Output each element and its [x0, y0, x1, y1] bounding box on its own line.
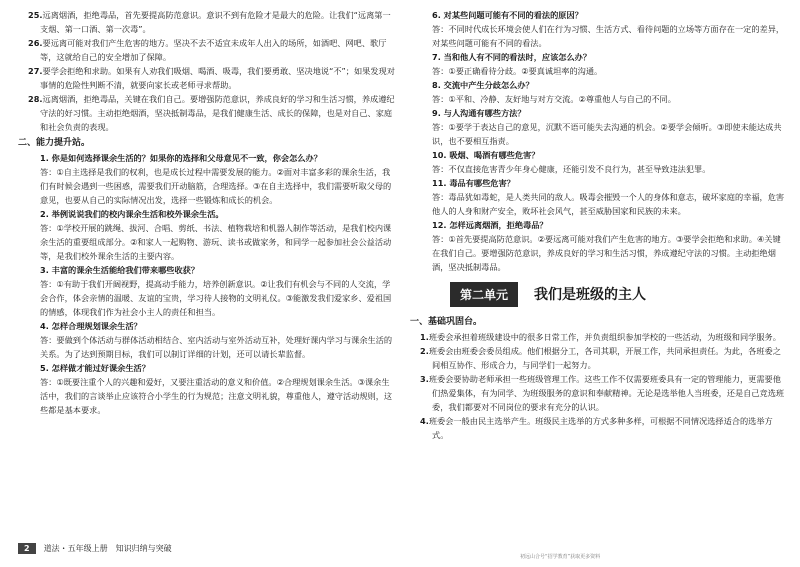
question: 8. 交流中产生分歧怎么办？	[432, 80, 534, 90]
footer-note: 初远山合号“招学教育”获取更多资料	[520, 554, 601, 560]
question: 1. 你是如何选择课余生活的？如果你的选择和父母意见不一致，你会怎么办？	[40, 153, 322, 163]
unit-title: 我们是班级的主人	[534, 287, 647, 303]
answer: 答：①平和、冷静、友好地与对方交流。②尊重他人与自己的不同。	[432, 94, 676, 104]
section-ability: 二、能力提升站。	[18, 138, 91, 148]
item-number: 2.	[420, 346, 429, 356]
question: 3. 丰富的课余生活能给我们带来哪些收获？	[40, 265, 200, 275]
page-number: 2	[18, 543, 36, 554]
item-text: 要远离可能对我们产生危害的地方。坚决不去不适宜未成年人出入的场所，如酒吧、网吧、歌厅等，这就给自己的安全增加了保障。	[40, 38, 387, 62]
list-item	[18, 8, 396, 36]
section-basic: 一、基础巩固台。	[410, 317, 483, 327]
question: 10. 吸烟、喝酒有哪些危害？	[432, 150, 540, 160]
answer: 答：毒品犹如毒蛇，是人类共同的敌人。吸毒会摧毁一个人的身体和意志，破坏家庭的幸福，危害他人的人身和财产安全，败坏社会风气，甚至威胁国家和民族的未来。	[432, 192, 785, 216]
list-item	[410, 344, 786, 372]
answer: 答：不同时代成长环境会使人们在行为习惯、生活方式、看待问题的立场等方面存在一定的差异，对某些问题可能有不同的看法。	[432, 24, 785, 48]
list-item	[18, 36, 396, 64]
item-number: 27.	[28, 66, 43, 76]
answer: 答：①自主选择是我们的权利，也是成长过程中需要发展的能力。②面对丰富多彩的课余生活，我们有时候会遇到一些困惑，需要我们开动脑筋，合理选择。③在自主选择中，我们需要听取父母的意见，也要从自己的实际情况出发，选择一些锻炼和成长的机会。	[40, 167, 392, 205]
item-text: 远离烟酒，拒绝毒品，首先要提高防范意识。意识不到有危险才是最大的危险。让我们“远离第一支烟、第一口酒、第一次毒”。	[40, 10, 391, 34]
right-items-list	[410, 330, 786, 442]
item-text: 班委会由班委会委员组成。他们根据分工，各司其职，开展工作，共同承担责任。为此，各班委之间相互协作、形成合力，与同学们一起努力。	[428, 346, 781, 370]
answer: 答：①既要注重个人的兴趣和爱好，又要注重活动的意义和价值。②合理规划课余生活。③课余生活中，我们的言谈举止应该符合小学生的行为规范；注意文明礼貌，尊重他人，遵守活动规则，这些都是基本要求。	[40, 377, 393, 415]
answer: 答：①学校开展的跳绳、拔河、合唱、剪纸、书法、植物栽培和机器人制作等活动，是我们校内课余生活的重要组成部分。②和家人一起购物、游玩、读书或做家务，和同学一起参加社会公益活动等，是我们校外课余生活的主要内容。	[40, 223, 392, 261]
item-text: 班委会一般由民主选举产生。班级民主选举的方式多种多样，可根据不同情况选择适合的选举方式。	[428, 416, 773, 440]
item-text: 远离烟酒，拒绝毒品，关键在我们自己。要增强防范意识，养成良好的学习和生活习惯，养成遵纪守法的好习惯。主动拒绝烟酒，坚决抵制毒品，是我们健康生活、成长的保障，也是对自己、家庭和社会负责的表现。	[40, 94, 395, 132]
item-number: 25.	[28, 10, 43, 20]
left-items-list	[18, 8, 396, 134]
item-number: 4.	[420, 416, 429, 426]
question: 9. 与人沟通有哪些方法？	[432, 108, 526, 118]
list-item	[410, 372, 786, 414]
book-title: 道法・五年级上册 知识归纳与突破	[43, 544, 172, 553]
right-qa-list	[410, 8, 786, 274]
list-item	[18, 92, 396, 134]
item-text: 要学会拒绝和求助。如果有人劝我们吸烟、喝酒、吸毒，我们要勇敢、坚决地说“不”；如果发现对事情的危险性判断不清，就要向家长或老师寻求帮助。	[40, 66, 395, 90]
question: 11. 毒品有哪些危害？	[432, 178, 515, 188]
unit-tag: 第二单元	[450, 282, 518, 307]
question: 5. 怎样做才能过好课余生活？	[40, 363, 150, 373]
unit-banner	[450, 280, 786, 308]
item-text: 班委会承担着班级建设中的很多日常工作，并负责组织参加学校的一些活动，为班级和同学服务。	[428, 332, 781, 342]
left-qa-list	[18, 151, 396, 417]
answer: 答：要做到个体活动与群体活动相结合、室内活动与室外活动互补，处理好课内学习与课余生活的关系。为了达到预期目标，我们可以制订详细的计划，还可以请长辈监督。	[40, 335, 393, 359]
question: 2. 举例说说我们的校内课余生活和校外课余生活。	[40, 209, 224, 219]
question: 7. 当和他人有不同的看法时，应该怎么办？	[432, 52, 592, 62]
item-number: 3.	[420, 374, 429, 384]
item-number: 26.	[28, 38, 43, 48]
item-number: 28.	[28, 94, 43, 104]
answer: 答：①有助于我们开阔视野，提高动手能力，培养创新意识。②让我们有机会与不同的人交流，学会合作，体会亲情的温暖、友谊的宝贵，学习待人接物的文明礼仪。③能激发我们爱家乡、爱祖国的情感，体现我们作为社会小主人的责任和担当。	[40, 279, 392, 317]
list-item	[410, 414, 786, 442]
question: 4. 怎样合理规划课余生活？	[40, 321, 142, 331]
list-item	[410, 330, 786, 344]
footer	[18, 543, 172, 554]
question: 12. 怎样远离烟酒，拒绝毒品？	[432, 220, 548, 230]
item-text: 班委会要协助老师承担一些班级管理工作。这些工作不仅需要班委具有一定的管理能力，更需要他们热爱集体，有为同学、为班级服务的意识和奉献精神。无论是选举他人当班委，还是自己竞选班委，我们都要对不同岗位的要求有充分的认识。	[428, 374, 785, 412]
question: 6. 对某些问题可能有不同的看法的原因？	[432, 10, 583, 20]
list-item	[18, 64, 396, 92]
right-column	[410, 8, 786, 442]
answer: 答：①要学于表达自己的意见，沉默不语可能失去沟通的机会。②要学会倾听。③即使未能达成共识，也不要相互指责。	[432, 122, 782, 146]
item-number: 1.	[420, 332, 429, 342]
answer: 答：不仅直接危害青少年身心健康，还能引发不良行为，甚至导致违法犯罪。	[432, 164, 711, 174]
answer: 答：①首先要提高防范意识。②要远离可能对我们产生危害的地方。③要学会拒绝和求助。④关键在我们自己。要增强防范意识，养成良好的学习和生活习惯，养成遵纪守法的习惯。主动拒绝烟酒，坚决抵制毒品。	[432, 234, 781, 272]
left-column	[18, 8, 396, 417]
answer: 答：①要正确看待分歧。②要真诚坦率的沟通。	[432, 66, 603, 76]
